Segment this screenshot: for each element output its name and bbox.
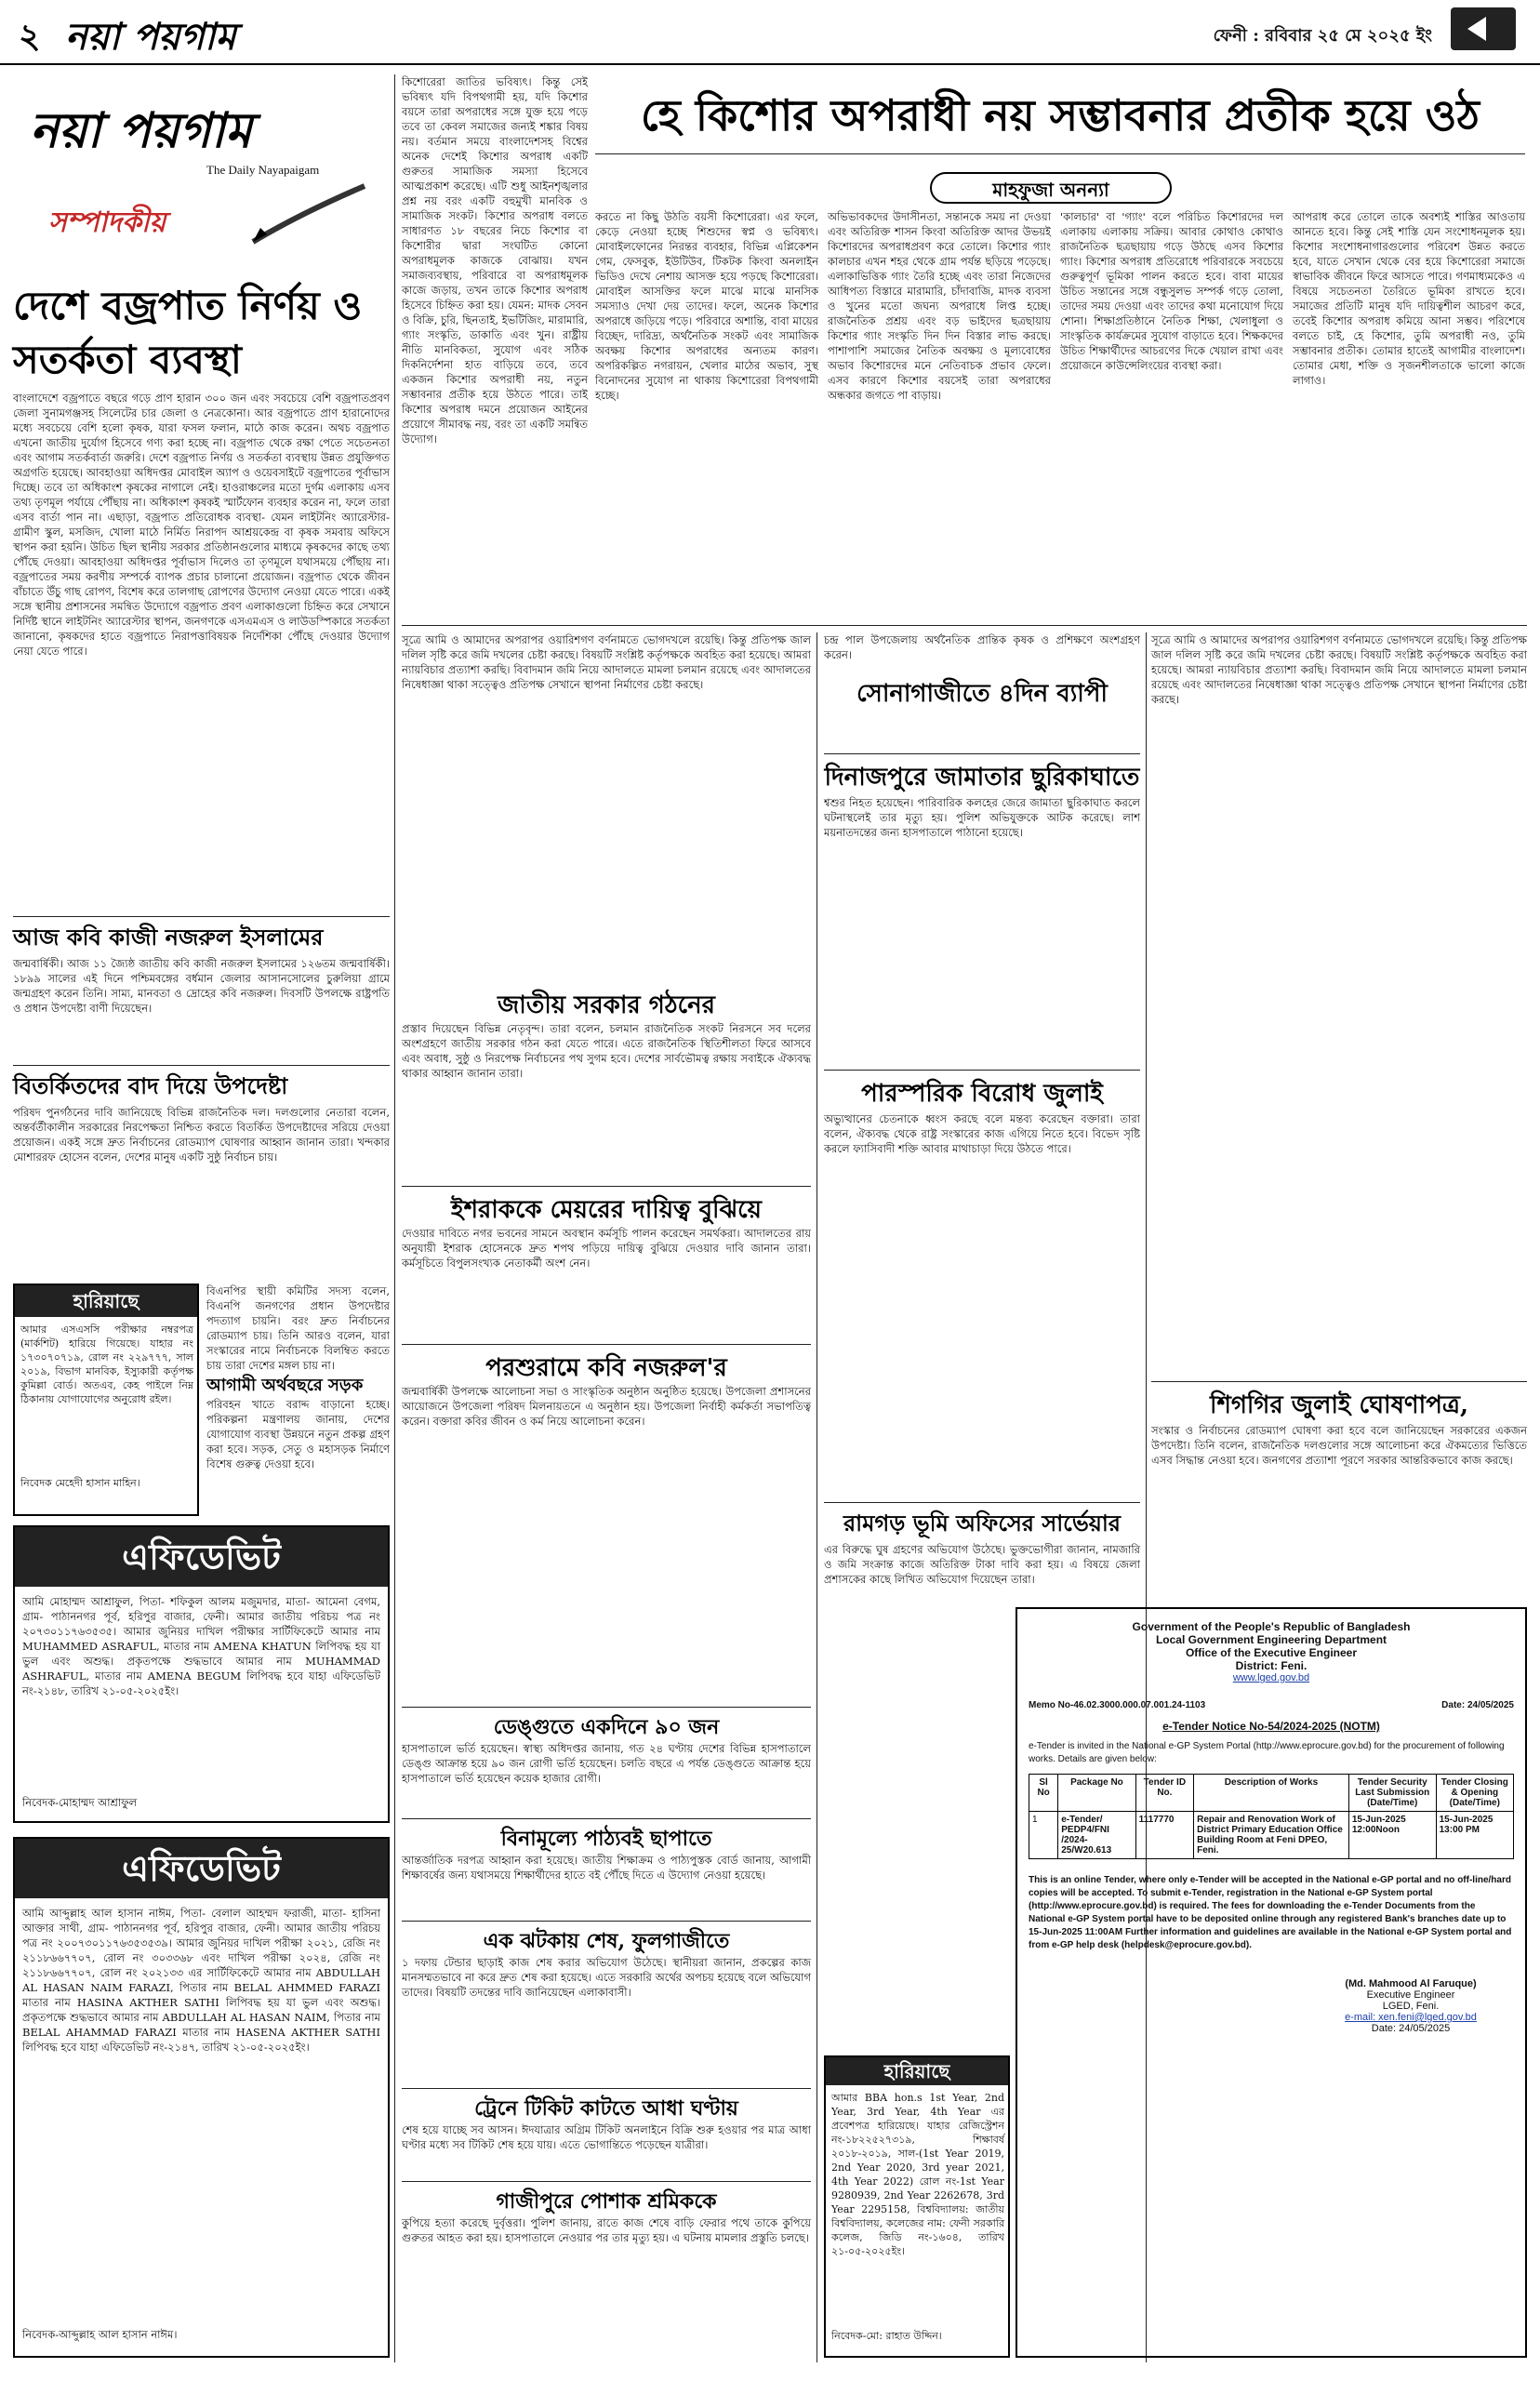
news-train-body: শেষ হয়ে যাচ্ছে সব আসন। ঈদযাত্রার অগ্রিম টিকিট অনলাইনে বিক্রি শুরু হওয়ার পর মাত্র আধা ঘণ্টার মধ্যে সব টিকিট শেষ হয়ে যায়। এতে ভোগান্তিতে পড়েছেন যাত্রীরা।: [402, 2123, 815, 2151]
affidavit-1-title: এফিডেভিট: [15, 1527, 388, 1587]
news-dengue-headline: ডেঙ্গুতে একদিনে ৯০ জন: [493, 1715, 720, 1739]
main-article-col4: আপরাধ করে তোলে তাকে অবশ্যই শাস্তির আওতায় আনতে হবে। কিন্তু সেই শাস্তি যেন সংশোধনমূলক হয়। কিশোর সংশোধনাগারগুলোর পরিবেশ উন্নত করতে হবে, যাতে সেখান থেকে বের হয়ে কিশোরেরা সমাজে স্বাভাবিক জীবনে ফিরে আসতে পারে। গণমাধ্যমকেও এ বিষয়ে সচেতনতা তৈরিতে ভূমিকা রাখতে হবে। সমাজের প্রতিটি মানুষ যদি দায়িত্বশীল আচরণ করে, তবেই কিশোর অপরাধ কমিয়ে আনা সম্ভব। পরিশেষে বলতে চাই, হে কিশোর, তুমি অপরাধী নও, তুমি সম্ভাবনার প্রতীক। তোমার হাতেই আগামীর বাংলাদেশ। তোমার মেধা, শক্তি ও সৃজনশীলতাকে ভালো কাজে লাগাও।: [1293, 210, 1529, 387]
tender-date: Date: 24/05/2025: [1441, 1700, 1514, 1710]
lost-notice-right-title: হারিয়াছে: [826, 2057, 1008, 2085]
news-jatiyo-headline: জাতীয় সরকার গঠনের: [498, 991, 715, 1019]
news-right-top-body: সূত্রে আমি ও আমাদের অপরাপর ওয়ারিশগণ বর্ণনামতে ভোগদখলে রয়েছি। কিন্তু প্রতিপক্ষ জাল দলিল সৃষ্টি করে জমি দখলের চেষ্টা করছে। বিষয়টি সংশ্লিষ্ট কর্তৃপক্ষকে অবহিত করা হয়েছে। আমরা ন্যায়বিচার প্রত্যাশা করছি। বিবাদমান জমি নিয়ে আদালতে মামলা চলমান রয়েছে এবং আদালতের নিষেধাজ্ঞা থাকা সত্ত্বেও প্রতিপক্ষ সেখানে স্থাপনা নির্মাণের চেষ্টা করছে।: [1151, 633, 1531, 706]
news-jhotika-body: ১ দফায় টেন্ডার ছাড়াই কাজ শেষ করার অভিযোগ উঠেছে। স্থানীয়রা জানান, প্রকল্পের কাজ মানসম্মতভাবে না করে দ্রুত শেষ করা হয়েছে। এতে সরকারি অর্থের অপচয় হয়েছে বলে অভিযোগ তাদের। বিষয়টি তদন্তের দাবি জানিয়েছেন এলাকাবাসী।: [402, 1956, 815, 1999]
news-parosporik-body: অভ্যুত্থানের চেতনাকে ধ্বংস করছে বলে মন্তব্য করেছেন বক্তারা। তারা বলেন, ঐক্যবদ্ধ থেকে রাষ্ট্র সংস্কারের কাজ এগিয়ে নিতে হবে। বিভেদ সৃষ্টি করলে ফ্যাসিবাদী শক্তি আবার মাথাচাড়া দিয়ে উঠতে পারে।: [824, 1112, 1144, 1155]
tender-website[interactable]: www.lged.gov.bd: [1232, 1672, 1310, 1683]
news-top-middle-body: সূত্রে আমি ও আমাদের অপরাপর ওয়ারিশগণ বর্ণনামতে ভোগদখলে রয়েছি। কিন্তু প্রতিপক্ষ জাল দলিল সৃষ্টি করে জমি দখলের চেষ্টা করছে। বিষয়টি সংশ্লিষ্ট কর্তৃপক্ষকে অবহিত করা হয়েছে। আমরা ন্যায়বিচার প্রত্যাশা করছি। বিবাদমান জমি নিয়ে আদালতে মামলা চলমান রয়েছে এবং আদালতের নিষেধাজ্ঞা থাকা সত্ত্বেও প্রতিপক্ষ সেখানে স্থাপনা নির্মাণের চেষ্টা করছে।: [402, 633, 815, 691]
lost-notice-right-body: আমার BBA hon.s 1st Year, 2nd Year, 3rd Year, 4th Year এর প্রবেশপত্র হারিয়েছে। যাহার রেজিস্ট্রেশন নং-১৮২২৫২৭৩১৯, শিক্ষাবর্ষ ২০১৮-২০১৯, সাল-(1st Year 2019, 2nd Year 2020, 3rd year 2021, 4th Year 2022) রোল নং-1st Year 9280939, 2nd Year 2262678, 3rd Year 2295158, বিশ্ববিদ্যালয়: জাতীয় বিশ্ববিদ্যালয়, কলেজের নাম: ফেনী সরকারি কলেজ, জিডি নং-১৬০৪, তারিখ ২১-০৫-২০২৫ইং।: [831, 2092, 1008, 2257]
pen-icon: [244, 177, 374, 251]
tender-th-description: Description of Works: [1194, 1775, 1349, 1812]
main-article-author: মাহফুজা অনন্যা: [930, 172, 1172, 204]
tender-table-header-row: [1029, 1775, 1514, 1812]
news-jatiyo-body: প্রস্তাব দিয়েছেন বিভিন্ন নেতৃবৃন্দ। তারা বলেন, চলমান রাজনৈতিক সংকট নিরসনে সব দলের অংশগ্রহণে জাতীয় সরকার গঠন করা যেতে পারে। এতে রাজনৈতিক স্থিতিশীলতা ফিরে আসবে এবং অবাধ, সুষ্ঠু ও নিরপেক্ষ নির্বাচনের পথ সুগম হবে। দেশের সার্বভৌমত্ব রক্ষায় সবাইকে ঐক্যবদ্ধ থাকার আহ্বান জানান তারা।: [402, 1022, 815, 1080]
editorial-headline: দেশে বজ্রপাত নির্ণয় ও সতর্কতা ব্যবস্থা: [13, 283, 363, 382]
tender-th-sl: Sl No: [1029, 1775, 1058, 1812]
affidavit-2-footer: নিবেদক-আব্দুল্লাহ আল হাসান নাঈম।: [22, 2328, 178, 2341]
editorial-body: বাংলাদেশে বজ্রপাতে বছরে গড়ে প্রাণ হারান ৩০০ জন এবং সবচেয়ে বেশি বজ্রপাতপ্রবণ জেলা সুনামগঞ্জসহ সিলেটের চার জেলা ও নেত্রকোনা। আর বজ্রপাতে প্রাণ হারানোদের মধ্যে সবচেয়ে বেশি হলো কৃষক, যারা ফসল ফলান, মাঠে কাজ করেন। অথচ বজ্রপাত এখনো জাতীয় দুর্যোগ হিসেবে গণ্য করা হচ্ছে না। বজ্রপাত থেকে রক্ষা পেতে সচেতনতা এবং আগাম সতর্কবার্তা জরুরি। দেশে বজ্রপাত নির্ণয় ও সতর্কতা ব্যবস্থায় উন্নত প্রযুক্তিগত অগ্রগতি হয়েছে। আবহাওয়া অধিদপ্তর মোবাইল অ্যাপ ও ওয়েবসাইটে বজ্রপাতের পূর্বাভাস দিচ্ছে। তবে তা অধিকাংশ কৃষকের নাগালে নেই। হাওরাঞ্চলের মতো দুর্গম এলাকায় এসব তথ্য তৃণমূল পর্যায়ে পৌঁছায় না। অধিকাংশ কৃষকই স্মার্টফোন ব্যবহার করেন না, ফলে তারা এসব বার্তা পান না। এছাড়া, বজ্রপাত প্রতিরোধক ব্যবস্থা- যেমন লাইটনিং অ্যারেস্টার-গ্রামীণ স্কুল, মসজিদ, খোলা মাঠে নির্মিত নিরাপদ আশ্রয়কেন্দ্র বা কৃষক সমবায় অফিসে স্থাপন করা হয়নি। উচিত ছিল স্থানীয় সরকার প্রতিষ্ঠানগুলোর মাধ্যমে কৃষকদের কাছে তথ্য পৌঁছে দেওয়া। আবহাওয়া অধিদপ্তর পূর্বাভাস দিলেও তা তৃণমূলে যথাসময়ে পৌঁছায় না। বজ্রপাতের সময় করণীয় সম্পর্কে ব্যাপক প্রচার চালানো প্রয়োজন। বজ্রপাত থেকে জীবন বাঁচাতে উঁচু গাছ রোপণ, বিশেষ করে তালগাছ রোপণের উদ্যোগ নেওয়া যেতে পারে। একই সঙ্গে স্থানীয় প্রশাসনের সমন্বিত উদ্যোগে বজ্রপাত প্রবণ এলাকাগুলো চিহ্নিত করে সেখানে নির্দিষ্ট স্থানে লাইটনিং অ্যারেস্টার স্থাপন, জনগণকে এসএমএস ও লাউডস্পিকারে সতর্কতা জানানো, কৃষকদের হাতে বজ্রপাতে নিরাপত্তাবিষয়ক নির্দেশিকা পৌঁছে দেওয়ার উদ্যোগ নেয়া যেতে পারে।: [13, 392, 393, 658]
lost-notice-left: [13, 1284, 199, 1516]
agami-body: পরিবহন খাতে বরাদ্দ বাড়ানো হচ্ছে। পরিকল্পনা মন্ত্রণালয় জানায়, দেশের যোগাযোগ ব্যবস্থা উন্নয়নে নতুন প্রকল্প গ্রহণ করা হবে। সড়ক, সেতু ও মহাসড়ক নির্মাণে বিশেষ গুরুত্ব দেওয়া হবে।: [206, 1398, 393, 1470]
tender-cell-description: Repair and Renovation Work of District Primary Education Office Building Room at Feni DPEO, Feni.: [1194, 1812, 1349, 1859]
tender-signer-office: LGED, Feni.: [1382, 2001, 1440, 2012]
news-ramgarh-headline: রামগড় ভূমি অফিসের সার্ভেয়ার: [843, 1510, 1122, 1536]
lost-notice-right-footer: নিবেদক-মো: রাহাত উদ্দিন।: [831, 2330, 942, 2342]
page-tab-icon: [1451, 7, 1516, 50]
news-porshuram-headline: পরশুরামে কবি নজরুল'র: [485, 1354, 727, 1382]
tender-gov-line1: Government of the People's Republic of Bangladesh: [1132, 1620, 1411, 1633]
tender-memo: Memo No-46.02.3000.000.07.001.24-1103: [1029, 1700, 1206, 1710]
lost-notice-left-title: হারিয়াছে: [15, 1285, 197, 1317]
news-dinajpur-body: শ্বশুর নিহত হয়েছেন। পারিবারিক কলহের জেরে জামাতা ছুরিকাঘাত করলে ঘটনাস্থলেই তার মৃত্যু হয়। পুলিশ অভিযুক্তকে আটক করেছে। লাশ ময়নাতদন্তের জন্য হাসপাতালে পাঠানো হয়েছে।: [824, 796, 1144, 839]
affidavit-box-2: [13, 1837, 390, 2358]
editorial-label: সম্পাদকীয়: [48, 206, 166, 239]
table-row: [1029, 1812, 1514, 1859]
news-gazipur-body: কুপিয়ে হত্যা করেছে দুর্বৃত্তরা। পুলিশ জানায়, রাতে কাজ শেষে বাড়ি ফেরার পথে তাকে কুপিয়ে গুরুতর আহত করা হয়। হাসপাতালে নেওয়ার পর তার মৃত্যু হয়। এ ঘটনায় মামলার প্রস্তুতি চলছে।: [402, 2216, 815, 2244]
news-train-headline: ট্রেনে টিকিট কাটতে আধা ঘণ্টায়: [474, 2096, 738, 2121]
tender-email[interactable]: e-mail: xen.feni@lged.gov.bd: [1345, 2012, 1477, 2023]
page-number: ২: [19, 17, 41, 56]
news-nazrul-body: জন্মবার্ষিকী। আজ ১১ জ্যৈষ্ঠ জাতীয় কবি কাজী নজরুল ইসলামের ১২৬তম জন্মবার্ষিকী। ১৮৯৯ সালের এই দিনে পশ্চিমবঙ্গের বর্ধমান জেলার আসানসোলের চুরুলিয়া গ্রামে জন্মগ্রহণ করেন তিনি। সাম্য, মানবতা ও দ্রোহের কবি নজরুল। দিবসটি উপলক্ষে রাষ্ট্রপতি ও প্রধান উপদেষ্টা বাণী দিয়েছেন।: [13, 957, 393, 1015]
tender-cell-security: 15-Jun-2025 12:00Noon: [1348, 1812, 1436, 1859]
affidavit-1-footer: নিবেদক-মোহাম্মদ আশ্রাফুল: [22, 1796, 138, 1809]
tender-th-closing: Tender Closing & Opening (Date/Time): [1436, 1775, 1513, 1812]
news-ishraque-headline: ইশরাককে মেয়রের দায়িত্ব বুঝিয়ে: [451, 1196, 762, 1224]
tender-notice: [1016, 1607, 1527, 2358]
tender-signer: (Md. Mahmood Al Faruque): [1345, 1978, 1477, 1989]
news-bitorkito-headline: বিতর্কিতদের বাদ দিয়ে উপদেষ্টা: [13, 1072, 288, 1099]
affidavit-2-body: আমি আব্দুল্লাহ আল হাসান নাঈম, পিতা- বেলাল আহম্মদ ফরাজী, মাতা- হাসিনা আক্তার সাথী, গ্রাম- পাঠাননগর পূর্ব, হরিপুর বাজার, ফেনী। আমার জাতীয় পরিচয় পত্র নং ২০০৭৩০১১৭৬৩৫৩৫৩৯। আমার জুনিয়র দাখিল পরীক্ষা ২০২১, রেজি নং ২১১৮৬৬৭৭০৭, রোল নং ৩০৩৩৬৮ এবং দাখিল পরীক্ষা ২০২৪, রেজি নং ২১১৮৬৬৭৭০৭, রোল নং ২০২১৩৩ এর সার্টিফিকেটে আমার নাম ABDULLAH AL HASAN NAIM FARAZI, পিতার নাম BELAL AHMMED FARAZI মাতার নাম HASINA AKTHER SATHI লিপিবদ্ধ হয় যা ভুল এবং অশুদ্ধ। প্রকৃতপক্ষে শুদ্ধভাবে আমার নাম ABDULLAH AL HASAN NAIM, পিতার নাম BELAL AHAMMAD FARAZI মাতার নাম HASENA AKTHER SATHI লিপিবদ্ধ হবে যাহা এফিডেভিট নং-২১৪৭, তারিখ ২১-০৫-২০২৫ইং।: [22, 1907, 384, 2054]
lost-notice-right: [824, 2055, 1010, 2358]
page-header: [0, 0, 1540, 65]
news-sonagazi-headline: সোনাগাজীতে ৪দিন ব্যাপী: [856, 680, 1108, 708]
lost-notice-left-body: আমার এসএসসি পরীক্ষার নম্বরপত্র (মার্কশিট) হারিয়ে গিয়েছে। যাহার নং ১৭৩০৭০৭১৯, রোল নং ২২৯৭৭৭, সাল ২০১৯, বিভাগ মানবিক, ইস্যুকারী কর্তৃপক্ষ কুমিল্লা বোর্ড। অতএব, কেহ পাইলে নিম্ন ঠিকানায় যোগাযোগের অনুরোধ রইল।: [20, 1324, 197, 1405]
tender-signer-title: Executive Engineer: [1366, 1989, 1455, 2001]
main-article-col1: করতে না কিছু উঠতি বয়সী কিশোরেরা। এর ফলে, কেড়ে নেওয়া হচ্ছে শিশুদের স্বপ্ন ও ভবিষ্যৎ। মোবাইলফোনের নিরন্তর ব্যবহার, বিভিন্ন এপ্লিকেশন গেম, ফেসবুক, ইউটিউব, টিকটক কিংবা অনলাইন ভিডিও দেখে নেশায় আসক্ত হয়ে পড়ছে কিশোরেরা। মোবাইল আসক্তির ফলে মাঝে মাঝে মানসিক সমস্যাও দেখা দেয় তাদের। ফলে, অনেক কিশোর অপরাধে জড়িয়ে পড়ে। পরিবারে অশান্তি, বাবা মায়ের বিচ্ছেদ, দারিদ্র্য, অর্থনৈতিক সংকট এবং সামাজিক অবক্ষয় কিশোর অপরাধের অন্যতম কারণ। অপরিকল্পিত নগরায়ন, খেলার মাঠের অভাব, সুস্থ বিনোদনের সুযোগ না থাকায় কিশোরেরা বিপথগামী হচ্ছে।: [595, 210, 822, 402]
main-article-col3: 'কালচার' বা 'গ্যাং' বলে পরিচিত কিশোরদের দল এলাকায় এলাকায় সক্রিয়। আবার কোথাও কোথাও রাজনৈতিক ছত্রছায়ায় গড়ে উঠছে এসব কিশোর গ্যাং। কিশোর অপরাধ প্রতিরোধে পরিবারকে সবচেয়ে গুরুত্বপূর্ণ ভূমিকা পালন করতে হবে। বাবা মায়ের উচিত সন্তানের সঙ্গে বন্ধুসুলভ সম্পর্ক গড়ে তোলা, তাদের সময় দেওয়া এবং তাদের কথা মনোযোগ দিয়ে শোনা। শিক্ষাপ্রতিষ্ঠানে নৈতিক শিক্ষা, খেলাধুলা ও সাংস্কৃতিক কার্যক্রমের সুযোগ বাড়াতে হবে। শিক্ষকদের উচিত শিক্ষার্থীদের আচরণের দিকে খেয়াল রাখা এবং প্রয়োজনে কাউন্সেলিংয়ের ব্যবস্থা করা।: [1060, 210, 1287, 372]
news-dengue-body: হাসপাতালে ভর্তি হয়েছেন। স্বাস্থ্য অধিদপ্তর জানায়, গত ২৪ ঘণ্টায় দেশের বিভিন্ন হাসপাতালে ডেঙ্গু আক্রান্ত হয়ে ৯০ জন রোগী ভর্তি হয়েছেন। চলতি বছরে এ পর্যন্ত ডেঙ্গুতে আক্রান্ত হয়ে হাসপাতালে ভর্তি হয়েছেন কয়েক হাজার রোগী।: [402, 1742, 815, 1785]
date-line: ফেনী : রবিবার ২৫ মে ২০২৫ ইং: [1213, 26, 1432, 46]
tender-notice-title: e-Tender Notice No-54/2024-2025 (NOTM): [1162, 1720, 1380, 1733]
bnp-news-body: বিএনপির স্থায়ী কমিটির সদস্য বলেন, বিএনপি জনগণের প্রধান উপদেষ্টার পদত্যাগ চায়নি। বরং দ্রুত নির্বাচনের রোডম্যাপ চায়। তিনি আরও বলেন, যারা সংস্কারের নামে নির্বাচনকে বিলম্বিত করতে চায় তারা দেশের মঙ্গল চায় না।: [206, 1284, 393, 1372]
affidavit-2-title: এফিডেভিট: [15, 1839, 388, 1898]
news-ishraque-body: দেওয়ার দাবিতে নগর ভবনের সামনে অবস্থান কর্মসূচি পালন করেছেন সমর্থকরা। আদালতের রায় অনুযায়ী ইশরাক হোসেনকে দ্রুত শপথ পড়িয়ে দায়িত্ব বুঝিয়ে দেওয়ার দাবি জানান তারা। কর্মসূচিতে বিপুলসংখ্যক নেতাকর্মী অংশ নেন।: [402, 1227, 815, 1270]
affidavit-1-body: আমি মোহাম্মদ আশ্রাফুল, পিতা- শফিকুল আলম মজুমদার, মাতা- আমেনা বেগম, গ্রাম- পাঠাননগর পূর্ব, হরিপুর বাজার, ফেনী। আমার জাতীয় পরিচয় পত্র নং ২০৭৩০১১৭৬৩৫৩৫। আমার জুনিয়র দাখিল পরীক্ষার সার্টিফিকেটে আমার নাম MUHAMMED ASRAFUL, মাতার নাম AMENA KHATUN লিপিবদ্ধ হয় যা ভুল এবং অশুদ্ধ। প্রকৃতপক্ষে শুদ্ধভাবে আমার নাম MUHAMMAD ASHRAFUL, মাতার নাম AMENA BEGUM লিপিবদ্ধ হবে যাহা এফিডেভিট নং-২১৪৮, তারিখ ২১-০৫-২০২৫ইং।: [22, 1595, 384, 1697]
tender-cell-package: e-Tender/ PEDP4/FNI /2024-25/W20.613: [1058, 1812, 1135, 1859]
news-shigogir-headline: শিগগির জুলাই ঘোষণাপত্র,: [1210, 1391, 1468, 1419]
news-porshuram-body: জন্মবার্ষিকী উপলক্ষে আলোচনা সভা ও সাংস্কৃতিক অনুষ্ঠান অনুষ্ঠিত হয়েছে। উপজেলা প্রশাসনের আয়োজনে উপজেলা পরিষদ মিলনায়তনে এ অনুষ্ঠান হয়। উপজেলা নির্বাহী কর্মকর্তা সভাপতিত্ব করেন। বক্তারা কবির জীবন ও কর্ম নিয়ে আলোচনা করেন।: [402, 1385, 815, 1428]
tender-intro: e-Tender is invited in the National e-GP System Portal (http://www.eprocure.gov.bd) for the procurement of following works. Details are given below:: [1029, 1741, 1505, 1764]
tender-table: [1029, 1774, 1514, 1859]
tender-cell-id: 1117770: [1135, 1812, 1194, 1859]
kishor-column-body: কিশোরেরা জাতির ভবিষ্যৎ। কিন্তু সেই ভবিষ্যৎ যদি বিপথগামী হয়, যদি কিশোর বয়সে তারা অপরাধের সঙ্গে যুক্ত হয়ে পড়ে তবে তা কেবল সমাজের জন্যই শঙ্কার বিষয় নয়। বর্তমান সময়ে বাংলাদেশসহ বিশ্বের অনেক দেশেই কিশোর অপরাধ একটি গুরুতর সামাজিক সমস্যা হিসেবে আত্মপ্রকাশ করেছে। এটি শুধু আইনশৃঙ্খলার প্রশ্ন নয় বরং একটি বহুমুখী মানবিক ও সামাজিক সংকট। কিশোর অপরাধ বলতে সাধারণত ১৮ বছরের নিচে কিশোর বা কিশোরীর দ্বারা সংঘটিত কোনো অপরাধমূলক কাজকে বোঝায়। যখন সমাজব্যবস্থায়, পরিবারে বা অপরাধমূলক কাজে জড়ায়, তখন তাকে কিশোর অপরাধ হিসেবে চিহ্নিত করা হয়। যেমন: মাদক সেবন ও বিক্রি, চুরি, ছিনতাই, ইভটিজিং, মারামারি, গ্যাং সংস্কৃতি, ডাকাতি এবং খুন। রাষ্ট্রীয় নীতি মানবিকতা, সুযোগ এবং সঠিক দিকনির্দেশনা হাত বাড়িয়ে তবে, তবে একজন কিশোর অপরাধী নয়, নতুন সম্ভাবনার প্রতীক হয়ে উঠতে পারে। তাই কিশোর অপরাধ দমনে প্রয়োজন আইনের প্রয়োগে সীমাবদ্ধ নয়, বরং তা একটি সমন্বিত উদ্যোগ।: [402, 75, 591, 446]
tender-th-id: Tender ID No.: [1135, 1775, 1194, 1812]
lost-notice-left-footer: নিবেদক মেহেদী হাসান মাহিন।: [20, 1477, 140, 1489]
tender-sign-date: Date: 24/05/2025: [1371, 2023, 1451, 2034]
news-gazipur-headline: গাজীপুরে পোশাক শ্রমিককে: [496, 2189, 717, 2214]
news-binamulle-body: আন্তর্জাতিক দরপত্র আহ্বান করা হয়েছে। জাতীয় শিক্ষাক্রম ও পাঠ্যপুস্তক বোর্ড জানায়, আগামী শিক্ষাবর্ষের জন্য যথাসময়ে শিক্ষার্থীদের হাতে বই পৌঁছে দিতে এ উদ্যোগ নেওয়া হয়েছে।: [402, 1854, 815, 1882]
editorial-masthead-en: The Daily Nayapaigam: [206, 163, 320, 177]
editorial-masthead: নয়া পয়গাম: [30, 102, 252, 159]
affidavit-box-1: [13, 1525, 390, 1823]
tender-cell-closing: 15-Jun-2025 13:00 PM: [1436, 1812, 1513, 1859]
news-bitorkito-body: পরিষদ পুনর্গঠনের দাবি জানিয়েছে বিভিন্ন রাজনৈতিক দল। দলগুলোর নেতারা বলেন, অন্তর্বর্তীকালীন সরকারের নিরপেক্ষতা নিশ্চিত করতে বিতর্কিত উপদেষ্টাদের সরিয়ে দেওয়া প্রয়োজন। একই সঙ্গে দ্রুত নির্বাচনের রোডম্যাপ ঘোষণার আহ্বান জানান তারা। খন্দকার মোশাররফ হোসেন বলেন, দেশের মানুষ একটি সুষ্ঠু নির্বাচন চায়।: [13, 1106, 393, 1164]
news-parosporik-headline: পারস্পরিক বিরোধ জুলাই: [861, 1080, 1103, 1108]
news-jhotika-headline: এক ঝটকায় শেষ, ফুলগাজীতে: [483, 1929, 730, 1953]
news-ramgarh-body: এর বিরুদ্ধে ঘুষ গ্রহণের অভিযোগ উঠেছে। ভুক্তভোগীরা জানান, নামজারি ও জমি সংক্রান্ত কাজে অতিরিক্ত টাকা দাবি করা হয়। এ বিষয়ে জেলা প্রশাসকের কাছে লিখিত অভিযোগ দিয়েছেন তারা।: [824, 1543, 1144, 1586]
main-article-col2: অভিভাবকদের উদাসীনতা, সন্তানকে সময় না দেওয়া এবং অতিরিক্ত শাসন কিংবা অতিরিক্ত আদর উভয়ই কিশোরদের অপরাধপ্রবণ করে তোলে। কিশোর গ্যাং কালচার এখন শহর থেকে গ্রাম পর্যন্ত ছড়িয়ে পড়েছে। এলাকাভিত্তিক গ্যাং তৈরি হচ্ছে এবং তারা নিজেদের আধিপত্য বিস্তারে মারামারি, চাঁদাবাজি, মাদক ব্যবসা ও খুনের মতো জঘন্য অপরাধে লিপ্ত হচ্ছে। রাজনৈতিক প্রশ্রয় এবং বড় ভাইদের ছত্রছায়ায় কিশোর গ্যাং সংস্কৃতি দিন দিন বিস্তার লাভ করছে। পাশাপাশি সমাজের নৈতিক অবক্ষয় ও মূল্যবোধের অভাব কিশোরদের মনে নেতিবাচক প্রভাব ফেলে। এসব কারণে কিশোর বয়সেই তারা অপরাধের অন্ধকার জগতে পা বাড়ায়।: [828, 210, 1055, 402]
news-binamulle-headline: বিনামূল্যে পাঠ্যবই ছাপাতে: [500, 1827, 712, 1851]
tender-th-package: Package No: [1058, 1775, 1135, 1812]
tender-footnote: This is an online Tender, where only e-Tender will be accepted in the National e-GP portal and no off-line/hard copies will be accepted. To submit e-Tender, registration in the National e-GP System portal (http://www.eprocure.gov.bd) is required. The fees for downloading the e-Tender Documents from the National e-GP System portal have to be deposited online through any registered Bank's branches date up to 15-Jun-2025 11:00AM Further information and guidelines are available in the National e-GP System portal and from e-GP help desk (helpdesk@eprocure.gov.bd).: [1029, 1875, 1512, 1950]
news-center-top-body: চন্দ্র পাল উপজেলায় অর্থনৈতিক প্রান্তিক কৃষক ও প্রশিক্ষণে অংশগ্রহণ করেন।: [824, 633, 1144, 661]
news-nazrul-headline: আজ কবি কাজী নজরুল ইসলামের: [13, 924, 324, 951]
tender-gov-line4: District: Feni.: [1235, 1659, 1308, 1672]
masthead-small: নয়া পয়গাম: [65, 15, 236, 59]
tender-gov-line2: Local Government Engineering Department: [1155, 1633, 1387, 1646]
tender-th-security: Tender Security Last Submission (Date/Time): [1348, 1775, 1436, 1812]
news-shigogir-body: সংস্কার ও নির্বাচনের রোডম্যাপ ঘোষণা করা হবে বলে জানিয়েছেন সরকারের একজন উপদেষ্টা। তিনি বলেন, রাজনৈতিক দলগুলোর সঙ্গে আলোচনা করে ঐকমত্যের ভিত্তিতে এসব সিদ্ধান্ত নেওয়া হবে। জনগণের প্রত্যাশা পূরণে সরকার আন্তরিকভাবে কাজ করছে।: [1151, 1424, 1531, 1467]
tender-gov-line3: Office of the Executive Engineer: [1185, 1646, 1358, 1659]
news-dinajpur-headline: দিনাজপুরে জামাতার ছুরিকাঘাতে: [824, 764, 1140, 791]
main-article-headline: হে কিশোর অপরাধী নয় সম্ভাবনার প্রতীক হয়ে ওঠ: [641, 90, 1480, 140]
agami-headline: আগামী অর্থবছরে সড়ক: [206, 1376, 364, 1395]
editorial-masthead-box: [11, 84, 383, 270]
tender-cell-sl: 1: [1029, 1812, 1058, 1859]
